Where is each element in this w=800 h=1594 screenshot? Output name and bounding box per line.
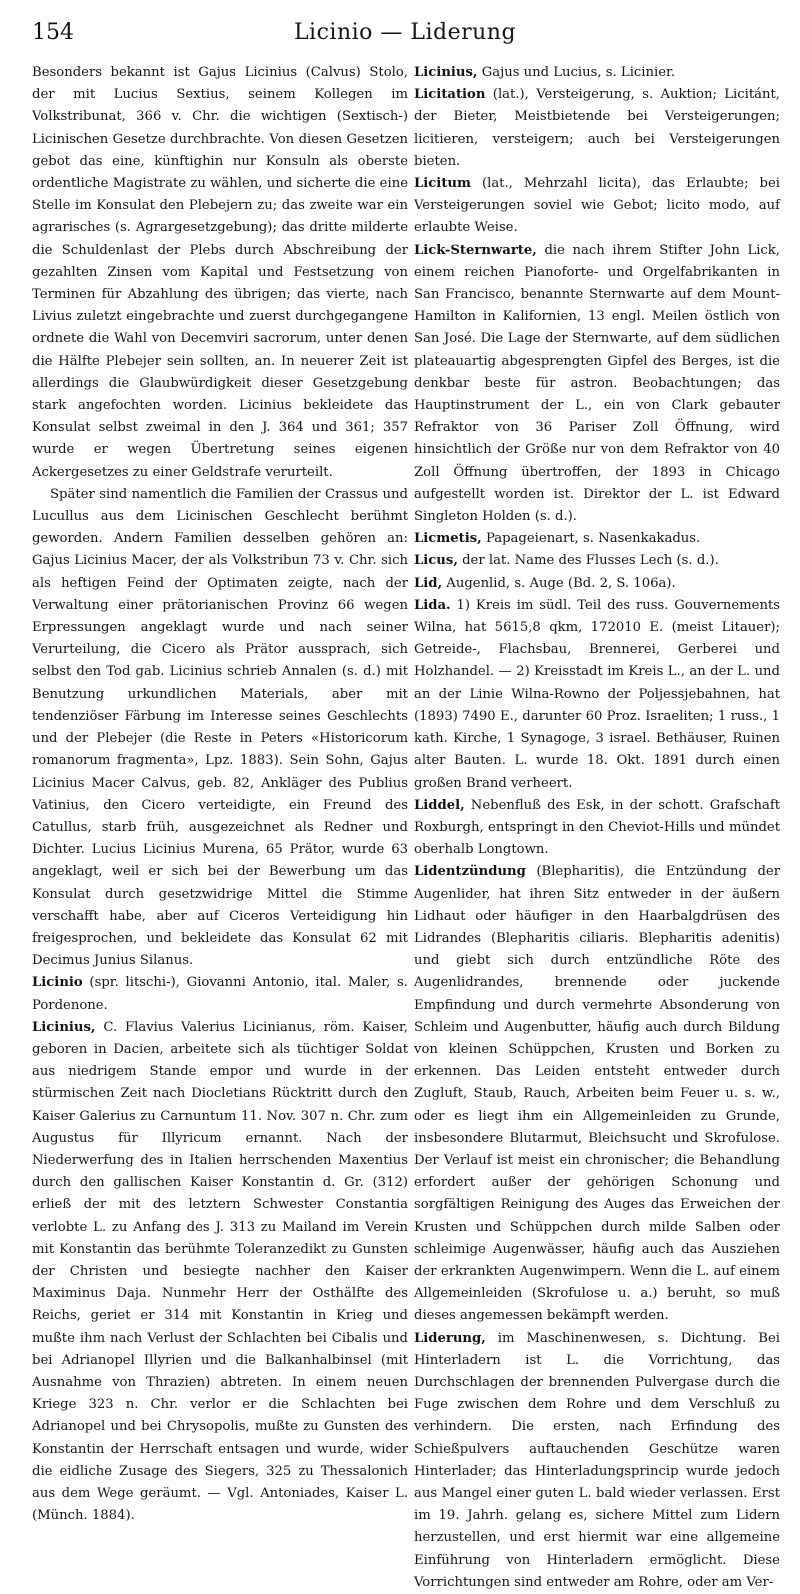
headword: Liddel, bbox=[414, 797, 465, 813]
entry-text: (Blepharitis), die Entzündung der Augenlider, hat ihren Sitz entweder in der äußern Lidhaut oder häufiger in den Haarbalgdrüsen des Lidrandes (Blepharitis ciliaris. Blepharitis adenitis) und giebt sich durch entzündliche Röte des Augenlidrandes, brennende oder juckende Empfindung und durch vermehrte Absonderung von Schleim und Augenbutter, häufig auch durch Bildung von kleinen Schüppchen, Krusten und Borken zu erkennen. Das Leiden entsteht entweder durch Zugluft, Staub, Rauch, Arbeiten beim Feuer u. s. w., oder es liegt ihm ein Allgemeinleiden zu Grunde, insbesondere Blutarmut, Bleichsucht und Skrofulose. Der Verlauf ist meist ein chronischer; die Behandlung erfordert außer der gehörigen Schonung und sorgfältigen Reinigung des Auges das Erweichen der Krusten und Schüppchen durch milde Salben oder schleimige Augenwässer, häufig auch das Ausziehen der erkrankten Augenwimpern. Wenn die L. auf einem Allgemeinleiden (Skrofulose u. a.) beruht, so muß dieses angemessen bekämpft werden. bbox=[414, 864, 780, 1324]
entry-text: (lat., Mehrzahl licita), das Erlaubte; bei Versteigerungen soviel wie Gebot; licito modo, auf erlaubte Weise. bbox=[414, 176, 780, 236]
entry-licitum bbox=[414, 173, 780, 240]
headword: Licus, bbox=[414, 553, 458, 569]
headword: Licinius, bbox=[32, 1019, 96, 1035]
entry-licus bbox=[414, 550, 780, 572]
entry-text: 1) Kreis im südl. Teil des russ. Gouvernements Wilna, hat 5615,8 qkm, 172010 E. (meist Litauer); Getreide-, Flachsbau, Brennerei, Gerberei und Holzhandel. — 2) Kreisstadt im Kreis L., an der L. und an der Linie Wilna-Rowno der Poljessjebahnen, hat (1893) 7490 E., darunter 60 Proz. Israeliten; 1 russ., 1 kath. Kirche, 1 Synagoge, 3 israel. Bethäuser, Ruinen alter Bauten. L. wurde 18. Okt. 1891 durch einen großen Brand verheert. bbox=[414, 597, 780, 791]
entry-licitation bbox=[414, 84, 780, 173]
headword: Licinio bbox=[32, 975, 83, 991]
headword: Lidentzündung bbox=[414, 864, 526, 880]
entry-text: C. Flavius Valerius Licinianus, röm. Kaiser, geboren in Dacien, arbeitete sich als tüchtiger Soldat aus niedrigem Stande empor und wurde in der stürmischen Zeit nach Diocletians Rücktritt durch den Kaiser Galerius zu Carnuntum 11. Nov. 307 n. Chr. zum Augustus für Illyricum ernannt. Nach der Niederwerfung des in Italien herrschenden Maxentius durch den gallischen Kaiser Konstantin d. Gr. (312) erließ der mit des letztern Schwester Constantia verlobte L. zu Anfang des J. 313 zu Mailand im Verein mit Konstantin das berühmte Toleranzedikt zu Gunsten der Christen und besiegte nachher den Kaiser Maximinus Daja. Nunmehr Herr der Osthälfte des Reichs, geriet er 314 mit Konstantin in Krieg und mußte ihm nach Verlust der Schlachten bei Cibalis und bei Adrianopel Illyrien und die Balkanhalbinsel (mit Ausnahme von Thrazien) abtreten. In einem neuen Kriege 323 n. Chr. verlor er die Schlachten bei Adrianopel und bei Chrysopolis, mußte zu Gunsten des Konstantin der Herrschaft entsagen und wurde, wider die eidliche Zusage des Siegers, 325 zu Thessalonich aus dem Wege geräumt. — Vgl. Antoniades, Kaiser L. (Münch. 1884). bbox=[32, 1019, 408, 1524]
headword: Liderung, bbox=[414, 1330, 486, 1346]
headword: Licitation bbox=[414, 87, 486, 103]
entry-paragraph bbox=[32, 484, 408, 972]
entry-text: (lat.), Versteigerung, s. Auktion; Licitánt, der Bieter, Meistbietende bei Versteigerungen; licitieren, versteigern; auch bei Versteigerungen bieten. bbox=[414, 87, 780, 169]
entry-licmetis bbox=[414, 528, 780, 550]
entry-text: Nebenfluß des Esk, in der schott. Grafschaft Roxburgh, entspringt in den Cheviot-Hills und mündet oberhalb Longtown. bbox=[414, 797, 780, 858]
entry-text: die nach ihrem Stifter John Lick, einem reichen Pianoforte- und Orgelfabrikanten in San Francisco, benannte Sternwarte auf dem Mount-Hamilton in Kalifornien, 13 engl. Meilen östlich von San José. Die Lage der Sternwarte, auf dem südlichen plateauartig abgesprengten Gipfel des Berges, ist die denkbar beste für astron. Beobachtungen; das Hauptinstrument der L., ein von Clark gebauter Refraktor von 36 Pariser Zoll Öffnung, wird hinsichtlich der Größe nur von dem Refraktor von 40 Zoll Öffnung übertroffen, der 1893 in Chicago aufgestellt worden ist. Direktor der L. ist Edward Singleton Holden (s. d.). bbox=[414, 242, 780, 525]
entry-text: Augenlid, s. Auge (Bd. 2, S. 106a). bbox=[442, 575, 676, 591]
left-column bbox=[32, 62, 408, 1527]
entry-liderung bbox=[414, 1328, 780, 1594]
entry-lida bbox=[414, 595, 780, 795]
page-header bbox=[32, 10, 778, 54]
headword: Lick-Sternwarte, bbox=[414, 242, 537, 258]
entry-lid bbox=[414, 573, 780, 595]
paragraph-text: Besonders bekannt ist Gajus Licinius (Calvus) Stolo, der mit Lucius Sextius, seinem Kollegen im Volkstribunat, 366 v. Chr. die wichtigen (Sextisch-) Licinischen Gesetze durchbrachte. Von diesen Gesetzen gebot das eine, künftighin nur Konsuln als oberste ordentliche Magistrate zu wählen, und sicherte die eine Stelle im Konsulat den Plebejern zu; das zweite war ein agrarisches (s. Agrargesetzgebung); das dritte milderte die Schuldenlast der Plebs durch Abschreibung der gezahlten Zinsen vom Kapital und Festsetzung von Terminen für Abzahlung des übrigen; das vierte, nach Livius zuletzt eingebrachte und zuerst durchgegangene ordnete die Wahl von Decemviri sacrorum, unter denen die Hälfte Plebejer sein sollten, an. In neuerer Zeit ist allerdings die Glaubwürdigkeit dieser Gesetzgebung stark angefochten worden. Licinius bekleidete das Konsulat selbst zweimal in den J. 364 und 361; 357 wurde er wegen Übertretung seines eigenen Ackergesetzes zu einer Geldstrafe verurteilt. bbox=[32, 65, 408, 480]
entry-paragraph bbox=[32, 62, 408, 484]
headword: Lida. bbox=[414, 597, 451, 613]
entry-lidentzuendung bbox=[414, 861, 780, 1327]
headword: Lid, bbox=[414, 575, 443, 591]
headword: Licitum bbox=[414, 176, 471, 192]
entry-text: im Maschinenwesen, s. Dichtung. Bei Hinterladern ist L. die Vorrichtung, das Durchschlagen der brennenden Pulvergase durch die Fuge zwischen dem Rohre und dem Verschluß zu verhindern. Die ersten, nach Erfindung des Schießpulvers auftauchenden Geschütze waren Hinterlader; das Hinterladungsprincip wurde jedoch aus Mangel einer guten L. bald wieder verlassen. Erst im 19. Jahrh. gelang es, sichere Mittel zum Lidern herzustellen, und erst hiermit war eine allgemeine Einführung von Hinterladern ermöglicht. Diese Vorrichtungen sind entweder am Rohre, oder am Ver- bbox=[414, 1330, 780, 1590]
entry-text: Gajus und Lucius, s. Licinier. bbox=[477, 65, 676, 80]
entry-text: (spr. litschi-), Giovanni Antonio, ital. Maler, s. Pordenone. bbox=[32, 975, 408, 1013]
right-column bbox=[414, 62, 780, 1594]
entry-liddel bbox=[414, 795, 780, 862]
running-title: Licinio — Liderung bbox=[293, 19, 517, 45]
headword: Licmetis, bbox=[414, 531, 482, 547]
entry-text: Papageienart, s. Nasenkakadus. bbox=[481, 531, 701, 547]
paragraph-text: Später sind namentlich die Familien der Crassus und Lucullus aus dem Licinischen Geschlecht berühmt geworden. Andern Familien desselben gehören an: Gajus Licinius Macer, der als Volkstribun 73 v. Chr. sich als heftigen Feind der Optimaten zeigte, nach der Verwaltung einer prätorianischen Provinz 66 wegen Erpressungen angeklagt wurde und nach seiner Verurteilung, die Cicero als Prätor aussprach, sich selbst den Tod gab. Licinius schrieb Annalen (s. d.) mit Benutzung urkundlichen Materials, aber mit tendenziöser Färbung im Interesse seines Geschlechts und der Plebejer (die Reste in Peters «Historicorum romanorum fragmenta», Lpz. 1883). Sein Sohn, Gajus Licinius Macer Calvus, geb. 82, Ankläger des Publius Vatinius, den Cicero verteidigte, ein Freund des Catullus, starb früh, ausgezeichnet als Redner und Dichter. Lucius Licinius Murena, 65 Prätor, wurde 63 angeklagt, weil er sich bei der Bewerbung um das Konsulat durch gesetzwidrige Mittel die Stimme verschafft habe, aber auf Ciceros Verteidigung hin freigesprochen, und bekleidete das Konsulat 62 mit Decimus Junius Silanus. bbox=[32, 486, 408, 969]
entry-licinius bbox=[414, 62, 780, 84]
entry-licinio bbox=[32, 972, 408, 1016]
page-number: 154 bbox=[32, 19, 74, 45]
entry-lick-sternwarte bbox=[414, 240, 780, 529]
entry-licinius-emperor bbox=[32, 1017, 408, 1528]
entry-text: der lat. Name des Flusses Lech (s. d.). bbox=[457, 553, 719, 569]
headword: Licinius, bbox=[414, 65, 478, 80]
